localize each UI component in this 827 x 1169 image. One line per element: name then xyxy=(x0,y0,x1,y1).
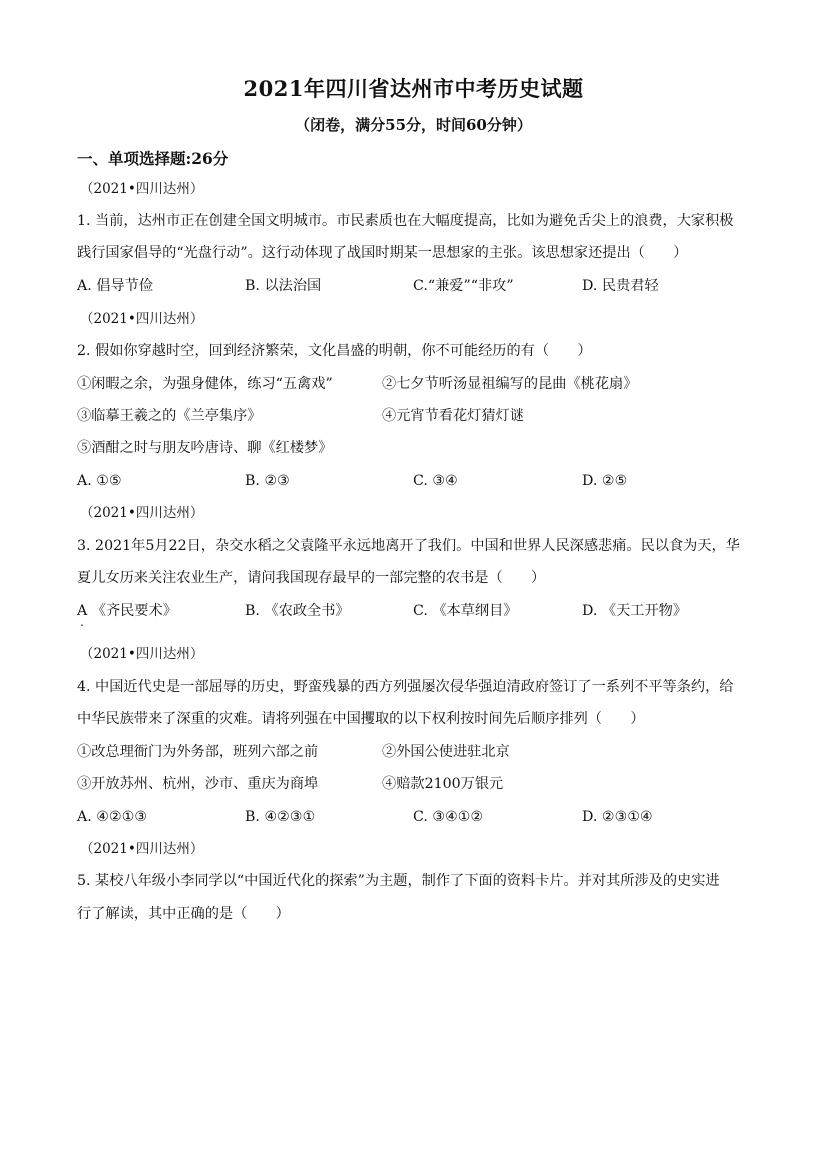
question-2-item-1: ①闲暇之余，为强身健体，练习“五禽戏” xyxy=(77,376,333,392)
question-4-item-1: ①改总理衙门为外务部，班列六部之前 xyxy=(77,744,319,760)
question-2-option-a[interactable]: A. ①⑤ xyxy=(77,473,122,489)
question-4-text-line-2: 中华民族带来了深重的灾难。请将列强在中国攫取的以下权利按时间先后顺序排列（ ） xyxy=(77,711,645,727)
question-1-option-b[interactable]: B. 以法治国 xyxy=(245,278,322,294)
exam-subtitle: （闭卷，满分55分，时间60分钟） xyxy=(295,116,532,134)
question-3-text-line-1: 3. 2021年5月22日，杂交水稻之父袁隆平永远地离开了我们。中国和世界人民深感悲痛。民以食为天，华 xyxy=(77,538,740,554)
question-source-tag: （2021•四川达州） xyxy=(80,181,204,197)
question-4-option-a[interactable]: A. ④②①③ xyxy=(77,809,148,825)
stray-dot: . xyxy=(80,615,84,629)
question-1-option-a[interactable]: A. 倡导节俭 xyxy=(77,278,154,294)
question-4-item-2: ②外国公使进驻北京 xyxy=(382,744,510,760)
question-1-option-c[interactable]: C.“兼爱”“非攻” xyxy=(413,278,514,294)
question-2-option-d[interactable]: D. ②⑤ xyxy=(582,473,628,489)
question-1-text-line-2: 践行国家倡导的“光盘行动”。这行动体现了战国时期某一思想家的主张。该思想家还提出（ ） xyxy=(77,245,688,261)
question-2-item-3: ③临摹王羲之的《兰亭集序》 xyxy=(77,408,262,424)
question-2-item-4: ④元宵节看花灯猜灯谜 xyxy=(382,408,524,424)
question-2-item-5: ⑤酒酣之时与朋友吟唐诗、聊《红楼梦》 xyxy=(77,440,333,456)
question-4-item-3: ③开放苏州、杭州，沙市、重庆为商埠 xyxy=(77,776,319,792)
question-3-option-a[interactable]: A 《齐民要术》 xyxy=(77,603,177,619)
question-1-text-line-1: 1. 当前，达州市正在创建全国文明城市。市民素质也在大幅度提高，比如为避免舌尖上的浪费，大家积极 xyxy=(77,213,734,229)
question-4-text-line-1: 4. 中国近代史是一部屈辱的历史，野蛮残暴的西方列强屡次侵华强迫清政府签订了一系列不平等条约，给 xyxy=(77,679,734,695)
question-5-text-line-2: 行了解读，其中正确的是（ ） xyxy=(77,906,290,922)
page-title: 2021年四川省达州市中考历史试题 xyxy=(243,76,584,101)
question-2-item-2: ②七夕节听汤显祖编写的昆曲《桃花扇》 xyxy=(382,376,638,392)
question-source-tag: （2021•四川达州） xyxy=(80,646,204,662)
question-3-option-d[interactable]: D. 《天工开物》 xyxy=(582,603,688,619)
section-heading: 一、单项选择题:26分 xyxy=(77,149,229,168)
question-4-item-4: ④赔款2100万银元 xyxy=(382,776,504,792)
question-source-tag: （2021•四川达州） xyxy=(80,311,204,327)
question-2-option-c[interactable]: C. ③④ xyxy=(413,473,458,489)
question-source-tag: （2021•四川达州） xyxy=(80,841,204,857)
question-4-option-c[interactable]: C. ③④①② xyxy=(413,809,484,825)
question-source-tag: （2021•四川达州） xyxy=(80,505,204,521)
question-2-text-line-1: 2. 假如你穿越时空，回到经济繁荣，文化昌盛的明朝，你不可能经历的有（ ） xyxy=(77,343,592,359)
question-1-option-d[interactable]: D. 民贵君轻 xyxy=(582,278,659,294)
question-4-option-d[interactable]: D. ②③①④ xyxy=(582,809,653,825)
question-3-text-line-2: 夏儿女历来关注农业生产，请问我国现存最早的一部完整的农书是（ ） xyxy=(77,570,546,586)
question-3-option-c[interactable]: C. 《本草纲目》 xyxy=(413,603,518,619)
question-2-option-b[interactable]: B. ②③ xyxy=(245,473,290,489)
question-3-option-b[interactable]: B. 《农政全书》 xyxy=(245,603,350,619)
question-4-option-b[interactable]: B. ④②③① xyxy=(245,809,316,825)
question-5-text-line-1: 5. 某校八年级小李同学以“中国近代化的探索”为主题，制作了下面的资料卡片。并对其所涉及的史实进 xyxy=(77,873,720,889)
